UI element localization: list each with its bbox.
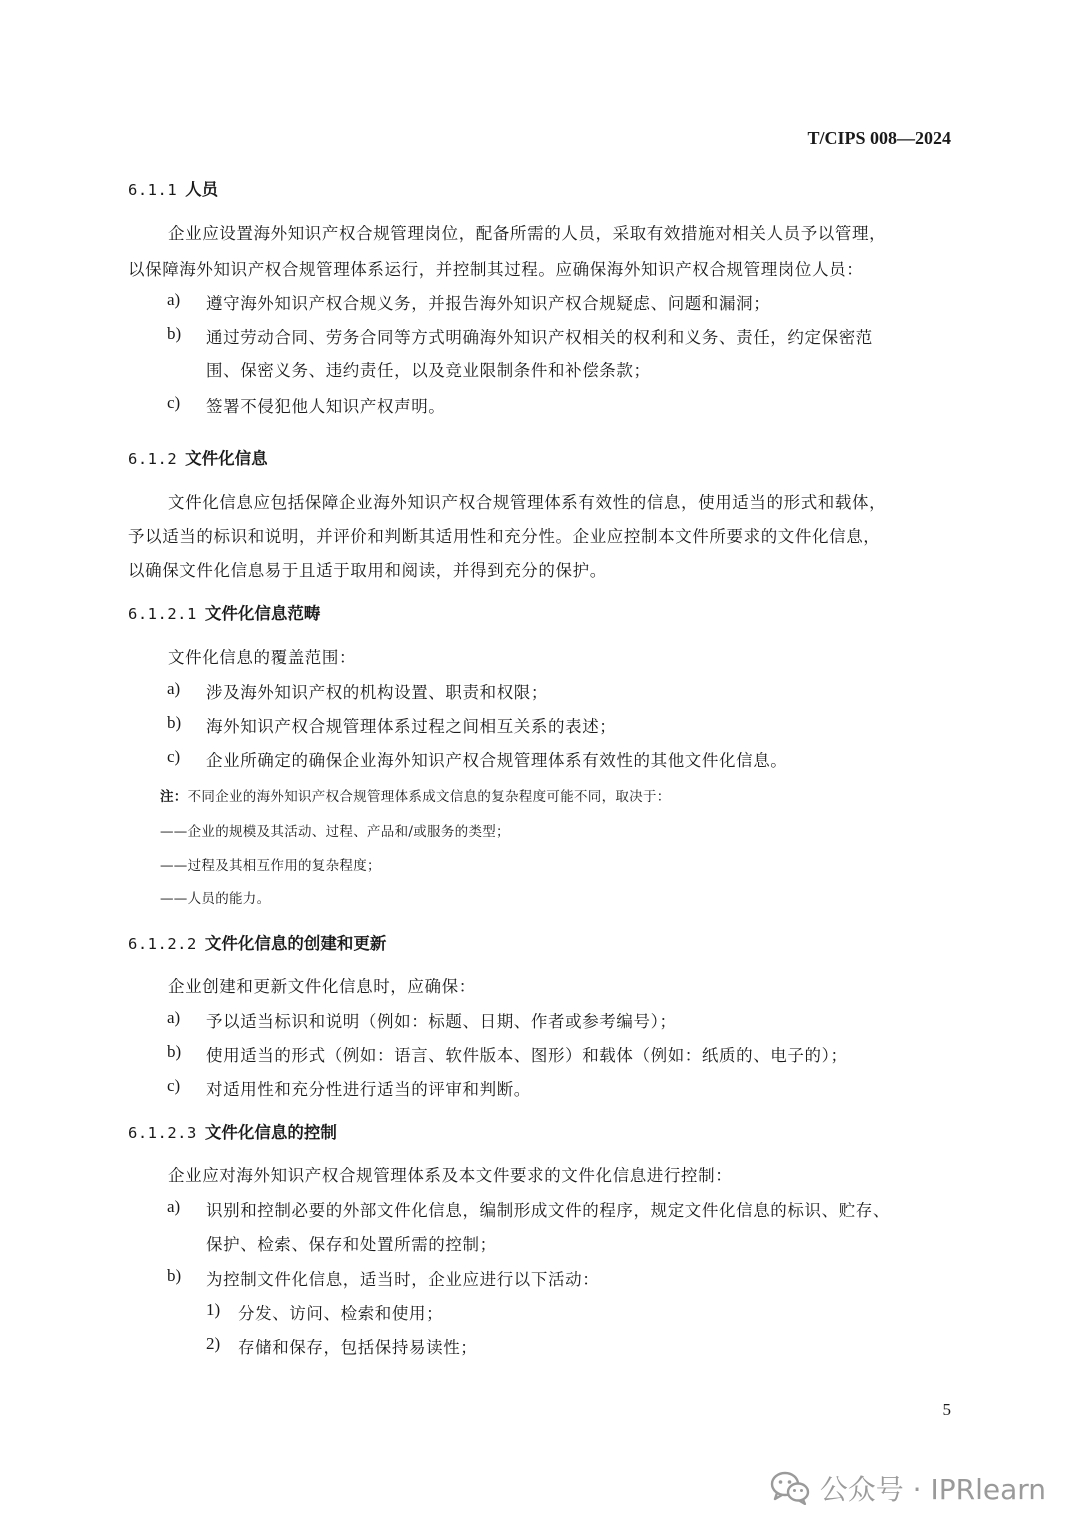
list-label: c) <box>167 747 181 766</box>
sublist-item: 分发、访问、检索和使用； <box>238 1304 444 1323</box>
list-item: 使用适当的形式（例如：语言、软件版本、图形）和载体（例如：纸质的、电子的）； <box>206 1046 848 1065</box>
list-item: 遵守海外知识产权合规义务，并报告海外知识产权合规疑虑、问题和漏洞； <box>206 294 771 313</box>
list-label: c) <box>167 393 181 412</box>
section-number: 6.1.2.1 <box>128 605 197 623</box>
section-title: 文件化信息的创建和更新 <box>204 934 387 953</box>
list-label: a) <box>167 1008 181 1027</box>
list-label: c) <box>167 1076 181 1095</box>
section-number: 6.1.2.3 <box>128 1124 197 1142</box>
note <box>160 785 671 805</box>
note-text: 不同企业的海外知识产权合规管理体系成文信息的复杂程度可能不同，取决于： <box>187 789 671 805</box>
list-item-continuation: 保护、检索、保存和处置所需的控制； <box>206 1235 497 1254</box>
list-label: b) <box>167 1042 182 1061</box>
note-item: ——过程及其相互作用的复杂程度； <box>160 858 381 874</box>
intro-line: 企业创建和更新文件化信息时，应确保： <box>168 977 476 996</box>
heading-6-1-1 <box>128 176 218 200</box>
section-number: 6.1.1 <box>128 181 178 199</box>
list-item: 签署不侵犯他人知识产权声明。 <box>206 397 446 416</box>
list-item: 对适用性和充分性进行适当的评审和判断。 <box>206 1080 531 1099</box>
sublist-label: 1) <box>206 1300 221 1319</box>
list-item: 海外知识产权合规管理体系过程之间相互关系的表述； <box>206 717 617 736</box>
section-title: 文件化信息范畴 <box>204 604 321 623</box>
sublist-item: 存储和保存，包括保持易读性； <box>238 1338 478 1357</box>
list-label: b) <box>167 324 182 343</box>
list-item: 企业所确定的确保企业海外知识产权合规管理体系有效性的其他文件化信息。 <box>206 751 788 770</box>
paragraph-line: 文件化信息应包括保障企业海外知识产权合规管理体系有效性的信息，使用适当的形式和载体， <box>168 493 887 512</box>
list-item: 为控制文件化信息，适当时，企业应进行以下活动： <box>206 1270 600 1289</box>
sublist-label: 2) <box>206 1334 221 1353</box>
paragraph-line: 以确保文件化信息易于且适于取用和阅读，并得到充分的保护。 <box>128 561 607 580</box>
section-title: 文件化信息 <box>185 449 268 468</box>
watermark-text: 公众号 · IPRlearn <box>819 1473 1046 1506</box>
list-item-continuation: 围、保密义务、违约责任，以及竞业限制条件和补偿条款； <box>206 361 651 380</box>
list-label: b) <box>167 1266 182 1285</box>
section-title: 人员 <box>185 180 219 199</box>
heading-6-1-2 <box>128 445 268 469</box>
section-number: 6.1.2.2 <box>128 935 197 953</box>
paragraph-line: 予以适当的标识和说明，并评价和判断其适用性和充分性。企业应控制本文件所要求的文件化信息， <box>128 527 881 546</box>
wechat-icon <box>770 1471 810 1505</box>
standard-number: T/CIPS 008—2024 <box>807 128 951 148</box>
note-item: ——企业的规模及其活动、过程、产品和/或服务的类型； <box>160 824 510 840</box>
watermark <box>770 1468 1046 1508</box>
list-item: 识别和控制必要的外部文件化信息，编制形成文件的程序，规定文件化信息的标识、贮存、 <box>206 1201 890 1220</box>
list-label: b) <box>167 713 182 732</box>
heading-6-1-2-1 <box>128 600 320 624</box>
list-item: 予以适当标识和说明（例如：标题、日期、作者或参考编号）； <box>206 1012 677 1031</box>
list-item: 涉及海外知识产权的机构设置、职责和权限； <box>206 683 548 702</box>
intro-line: 文件化信息的覆盖范围： <box>168 648 357 667</box>
heading-6-1-2-2 <box>128 930 386 954</box>
paragraph-line: 企业应设置海外知识产权合规管理岗位，配备所需的人员，采取有效措施对相关人员予以管理， <box>168 224 887 243</box>
section-title: 文件化信息的控制 <box>204 1123 337 1142</box>
page-number: 5 <box>942 1400 951 1419</box>
note-label: 注： <box>160 789 188 805</box>
list-label: a) <box>167 1197 181 1216</box>
intro-line: 企业应对海外知识产权合规管理体系及本文件要求的文件化信息进行控制： <box>168 1166 733 1185</box>
list-label: a) <box>167 679 181 698</box>
list-label: a) <box>167 290 181 309</box>
section-number: 6.1.2 <box>128 450 178 468</box>
note-item: ——人员的能力。 <box>160 891 271 907</box>
list-item: 通过劳动合同、劳务合同等方式明确海外知识产权相关的权利和义务、责任，约定保密范 <box>206 328 873 347</box>
paragraph-line: 以保障海外知识产权合规管理体系运行，并控制其过程。应确保海外知识产权合规管理岗位人员： <box>128 260 864 279</box>
heading-6-1-2-3 <box>128 1119 337 1143</box>
